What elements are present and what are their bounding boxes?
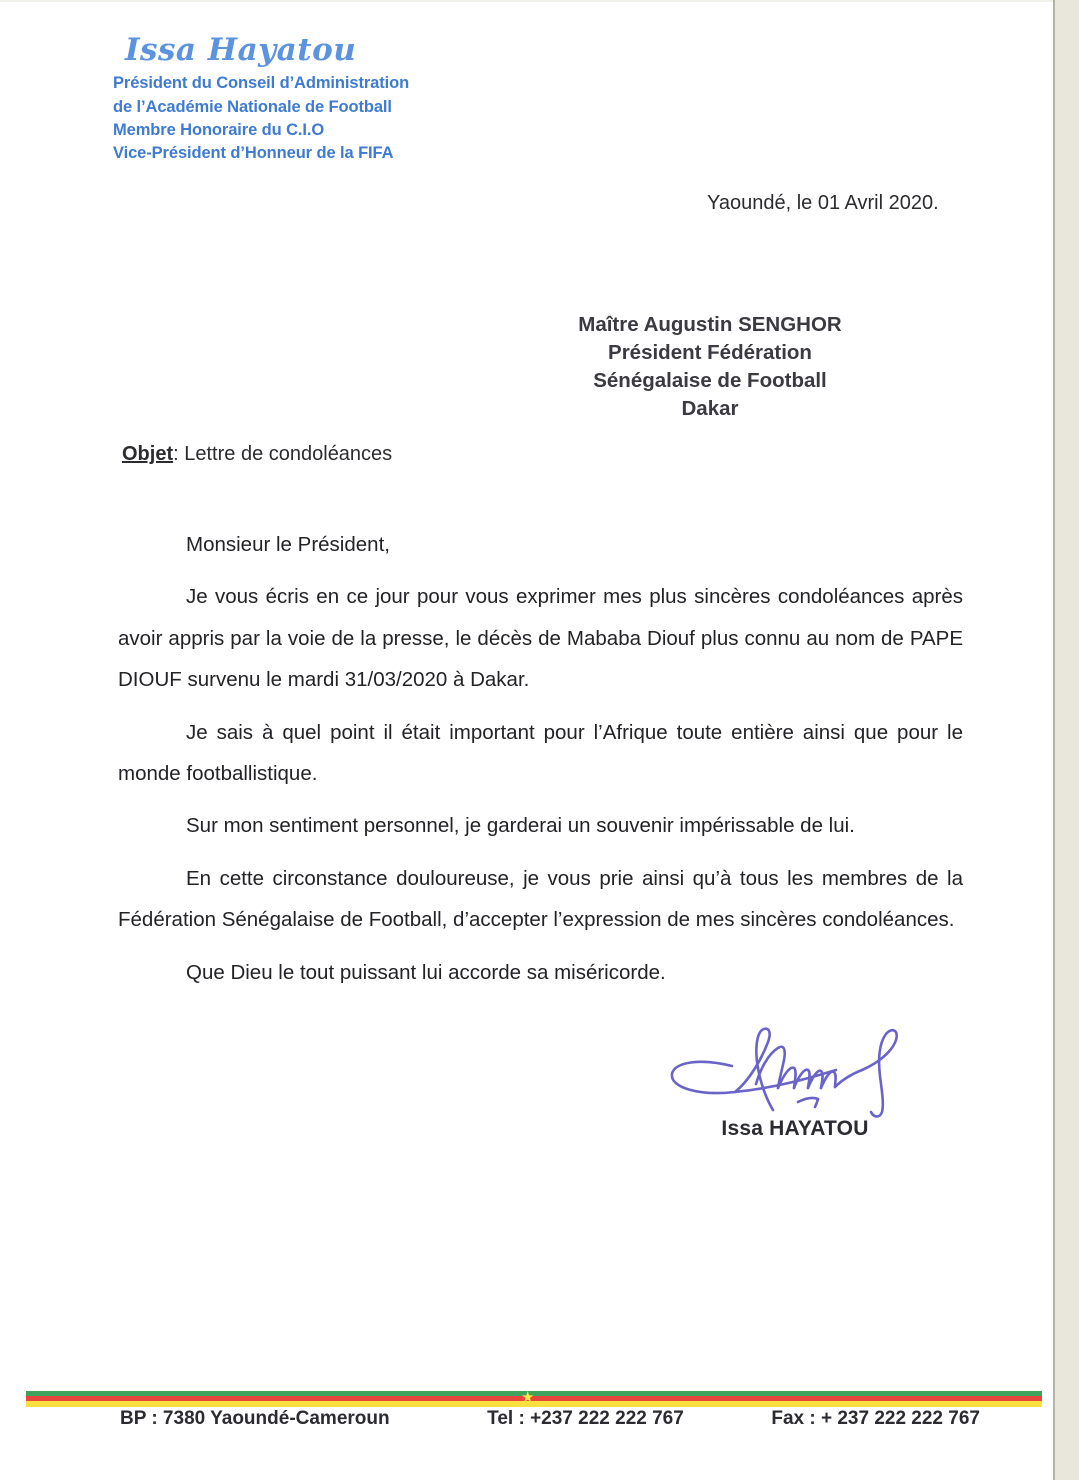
recipient-line-3: Sénégalaise de Football	[593, 368, 827, 392]
footer-address: BP : 7380 Yaoundé-Cameroun	[120, 1408, 390, 1429]
scan-edge-top	[0, 0, 1079, 2]
subject-separator: :	[173, 443, 185, 465]
footer-contact-row	[120, 1408, 980, 1430]
footer-telephone: Tel : +237 222 222 767	[487, 1408, 684, 1429]
flag-star-icon: ★	[521, 1389, 535, 1406]
body-paragraph-5: Que Dieu le tout puissant lui accorde sa miséricorde.	[186, 960, 666, 984]
recipient-address-block	[500, 311, 920, 423]
handwritten-signature-icon	[660, 1018, 930, 1123]
letter-body	[118, 524, 963, 993]
recipient-line-2: Président Fédération	[608, 340, 812, 364]
footer-fax: Fax : + 237 222 222 767	[771, 1408, 980, 1429]
letterhead-title-line-1: Président du Conseil d’Administration	[113, 74, 410, 93]
letterhead-title-line-2: de l’Académie Nationale de Football	[113, 97, 392, 116]
letterhead-titles	[113, 72, 593, 166]
body-paragraph-4: En cette circonstance douloureuse, je vous prie ainsi qu’à tous les membres de la Fédération Sénégalaise de Football, d’accepter l’expression de mes sincères condoléances.	[118, 866, 963, 932]
body-salutation: Monsieur le Président,	[186, 533, 390, 556]
body-paragraph-2: Je sais à quel point il était important pour l’Afrique toute entière ainsi que pour le monde footballistique.	[118, 720, 963, 786]
subject-value: Lettre de condoléances	[184, 443, 393, 465]
letterhead-script-logo: Issa Hayatou	[125, 32, 357, 68]
scan-edge-beige-margin	[1055, 0, 1079, 1480]
subject-line	[122, 443, 392, 466]
letterhead-title-line-3: Membre Honoraire du C.I.O	[113, 120, 325, 139]
date-line: Yaoundé, le 01 Avril 2020.	[707, 192, 939, 214]
subject-label: Objet	[122, 443, 174, 465]
signature-block	[640, 1018, 950, 1141]
letterhead-title-line-4: Vice-Président d’Honneur de la FIFA	[113, 144, 394, 163]
body-paragraph-1: Je vous écris en ce jour pour vous exprimer mes plus sincères condoléances après avoir appris par la voie de la presse, le décès de Mababa Diouf plus connu au nom de PAPE DIOUF survenu le mardi 31/03/2020 à Dakar.	[118, 585, 963, 692]
cameroon-flag-bar	[26, 1391, 1042, 1407]
body-paragraph-3: Sur mon sentiment personnel, je garderai un souvenir impérissable de lui.	[186, 814, 855, 838]
recipient-line-4: Dakar	[681, 396, 739, 420]
signature-name: Issa HAYATOU	[721, 1117, 869, 1140]
recipient-line-1: Maître Augustin SENGHOR	[578, 313, 842, 336]
letterhead	[113, 33, 593, 166]
